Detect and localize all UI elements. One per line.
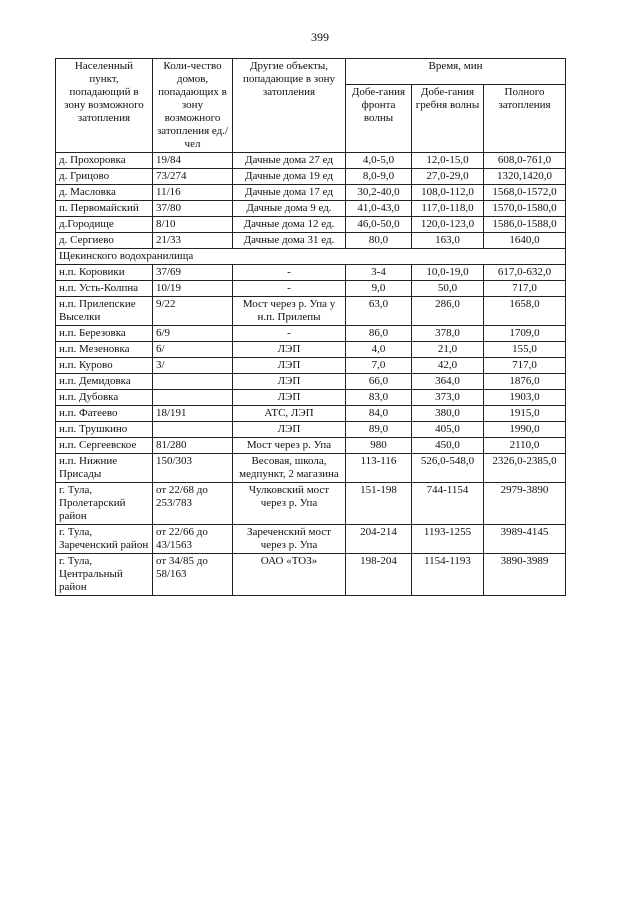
table-row [56,358,566,374]
cell-other-objects: Дачные дома 9 ед. [233,201,346,217]
header-crest: Добе-гания гребня волны [412,84,484,152]
cell-other-objects: - [233,326,346,342]
cell-settlement: г. Тула, Центральный район [56,554,153,596]
cell-crest: 10,0-19,0 [412,265,484,281]
cell-full: 1709,0 [484,326,566,342]
cell-houses [153,422,233,438]
cell-crest: 378,0 [412,326,484,342]
cell-settlement: д. Масловка [56,185,153,201]
cell-other-objects: Дачные дома 17 ед [233,185,346,201]
cell-crest: 450,0 [412,438,484,454]
cell-houses: 73/274 [153,169,233,185]
cell-full: 1568,0-1572,0 [484,185,566,201]
table-row [56,169,566,185]
cell-houses: 150/303 [153,454,233,483]
cell-settlement: д. Сергиево [56,233,153,249]
cell-crest: 380,0 [412,406,484,422]
cell-other-objects: ЛЭП [233,422,346,438]
cell-full: 1640,0 [484,233,566,249]
cell-front: 198-204 [346,554,412,596]
cell-houses: 19/84 [153,153,233,169]
cell-front: 83,0 [346,390,412,406]
cell-front: 4,0 [346,342,412,358]
cell-other-objects: ЛЭП [233,342,346,358]
cell-crest: 27,0-29,0 [412,169,484,185]
cell-settlement: г. Тула, Зареченский район [56,525,153,554]
cell-full: 608,0-761,0 [484,153,566,169]
cell-settlement: п. Первомайский [56,201,153,217]
cell-other-objects: Дачные дома 27 ед [233,153,346,169]
cell-houses: 6/9 [153,326,233,342]
cell-front: 113-116 [346,454,412,483]
cell-other-objects: АТС, ЛЭП [233,406,346,422]
cell-full: 3890-3989 [484,554,566,596]
table-row [56,483,566,525]
table-row [56,265,566,281]
cell-other-objects: Весовая, школа, медпункт, 2 магазина [233,454,346,483]
cell-front: 63,0 [346,297,412,326]
cell-front: 151-198 [346,483,412,525]
header-houses: Коли-чество домов, попадающих в зону возможного затопления ед./чел [153,59,233,153]
cell-crest: 286,0 [412,297,484,326]
cell-crest: 405,0 [412,422,484,438]
table-row [56,525,566,554]
section-row-group [56,249,566,265]
table-row [56,390,566,406]
cell-crest: 50,0 [412,281,484,297]
cell-other-objects: - [233,281,346,297]
cell-settlement: н.п. Нижние Присады [56,454,153,483]
cell-front: 204-214 [346,525,412,554]
cell-full: 2979-3890 [484,483,566,525]
cell-full: 1658,0 [484,297,566,326]
cell-full: 3989-4145 [484,525,566,554]
table-row [56,201,566,217]
cell-other-objects: Дачные дома 19 ед [233,169,346,185]
cell-houses: 3/ [153,358,233,374]
cell-other-objects: Дачные дома 12 ед. [233,217,346,233]
cell-front: 3-4 [346,265,412,281]
table-body-group2 [56,265,566,596]
cell-settlement: н.п. Коровики [56,265,153,281]
cell-other-objects: Мост через р. Упа у н.п. Прилепы [233,297,346,326]
table-row [56,281,566,297]
cell-other-objects: Мост через р. Упа [233,438,346,454]
table-row [56,454,566,483]
cell-settlement: н.п. Березовка [56,326,153,342]
table-body-group1 [56,153,566,249]
cell-settlement: н.п. Прилепские Выселки [56,297,153,326]
cell-full: 1586,0-1588,0 [484,217,566,233]
cell-full: 1570,0-1580,0 [484,201,566,217]
cell-settlement: д. Грицово [56,169,153,185]
section-title: Щекинского водохранилища [56,249,566,265]
cell-settlement: н.п. Трушкино [56,422,153,438]
cell-crest: 364,0 [412,374,484,390]
cell-other-objects: Дачные дома 31 ед. [233,233,346,249]
cell-crest: 526,0-548,0 [412,454,484,483]
cell-houses [153,374,233,390]
cell-houses: 6/ [153,342,233,358]
cell-front: 84,0 [346,406,412,422]
cell-houses: 11/16 [153,185,233,201]
cell-front: 7,0 [346,358,412,374]
cell-other-objects: - [233,265,346,281]
cell-other-objects: ЛЭП [233,358,346,374]
cell-full: 1876,0 [484,374,566,390]
cell-houses: 18/191 [153,406,233,422]
cell-crest: 120,0-123,0 [412,217,484,233]
cell-front: 30,2-40,0 [346,185,412,201]
cell-settlement: д. Прохоровка [56,153,153,169]
cell-settlement: н.п. Мезеновка [56,342,153,358]
cell-houses: 81/280 [153,438,233,454]
cell-other-objects: ОАО «ТОЗ» [233,554,346,596]
cell-houses: 9/22 [153,297,233,326]
table-row [56,374,566,390]
table-row [56,326,566,342]
cell-front: 9,0 [346,281,412,297]
cell-houses: 8/10 [153,217,233,233]
cell-settlement: н.п. Фатеево [56,406,153,422]
cell-crest: 21,0 [412,342,484,358]
cell-full: 617,0-632,0 [484,265,566,281]
header-front: Добе-гания фронта волны [346,84,412,152]
cell-other-objects: ЛЭП [233,390,346,406]
cell-full: 1915,0 [484,406,566,422]
cell-crest: 12,0-15,0 [412,153,484,169]
header-row [56,59,566,85]
cell-crest: 108,0-112,0 [412,185,484,201]
cell-houses: 37/69 [153,265,233,281]
cell-houses: 21/33 [153,233,233,249]
cell-houses [153,390,233,406]
cell-houses: от 22/68 до 253/783 [153,483,233,525]
table-row [56,185,566,201]
table-row [56,153,566,169]
cell-front: 86,0 [346,326,412,342]
table-row [56,406,566,422]
table-row [56,217,566,233]
header-time: Время, мин [346,59,566,85]
cell-front: 66,0 [346,374,412,390]
cell-crest: 1154-1193 [412,554,484,596]
cell-settlement: д.Городище [56,217,153,233]
cell-front: 980 [346,438,412,454]
cell-other-objects: Зареченский мост через р. Упа [233,525,346,554]
cell-crest: 163,0 [412,233,484,249]
cell-settlement: н.п. Дубовка [56,390,153,406]
cell-front: 4,0-5,0 [346,153,412,169]
table-row [56,554,566,596]
cell-front: 46,0-50,0 [346,217,412,233]
cell-settlement: н.п. Сергеевское [56,438,153,454]
cell-other-objects: Чулковский мост через р. Упа [233,483,346,525]
cell-houses: 37/80 [153,201,233,217]
cell-crest: 117,0-118,0 [412,201,484,217]
cell-settlement: н.п. Демидовка [56,374,153,390]
cell-crest: 1193-1255 [412,525,484,554]
cell-crest: 42,0 [412,358,484,374]
cell-full: 155,0 [484,342,566,358]
cell-full: 1320,1420,0 [484,169,566,185]
section-row [56,249,566,265]
cell-houses: от 34/85 до 58/163 [153,554,233,596]
cell-full: 1903,0 [484,390,566,406]
page-number: 399 [311,30,329,44]
flood-zone-table [55,58,566,596]
table-row [56,297,566,326]
cell-settlement: н.п. Усть-Колпна [56,281,153,297]
cell-full: 717,0 [484,358,566,374]
table-row [56,422,566,438]
cell-settlement: г. Тула, Пролетарский район [56,483,153,525]
header-full: Полного затопления [484,84,566,152]
cell-houses: от 22/66 до 43/1563 [153,525,233,554]
cell-front: 8,0-9,0 [346,169,412,185]
table-row [56,438,566,454]
cell-settlement: н.п. Курово [56,358,153,374]
cell-other-objects: ЛЭП [233,374,346,390]
table-row [56,342,566,358]
header-settlement: Населенный пункт, попадающий в зону возможного затопления [56,59,153,153]
table-row [56,233,566,249]
header-other-objects: Другие объекты, попадающие в зону затопления [233,59,346,153]
cell-front: 89,0 [346,422,412,438]
cell-front: 41,0-43,0 [346,201,412,217]
cell-full: 1990,0 [484,422,566,438]
cell-houses: 10/19 [153,281,233,297]
cell-crest: 373,0 [412,390,484,406]
cell-full: 717,0 [484,281,566,297]
cell-front: 80,0 [346,233,412,249]
cell-full: 2326,0-2385,0 [484,454,566,483]
cell-full: 2110,0 [484,438,566,454]
cell-crest: 744-1154 [412,483,484,525]
